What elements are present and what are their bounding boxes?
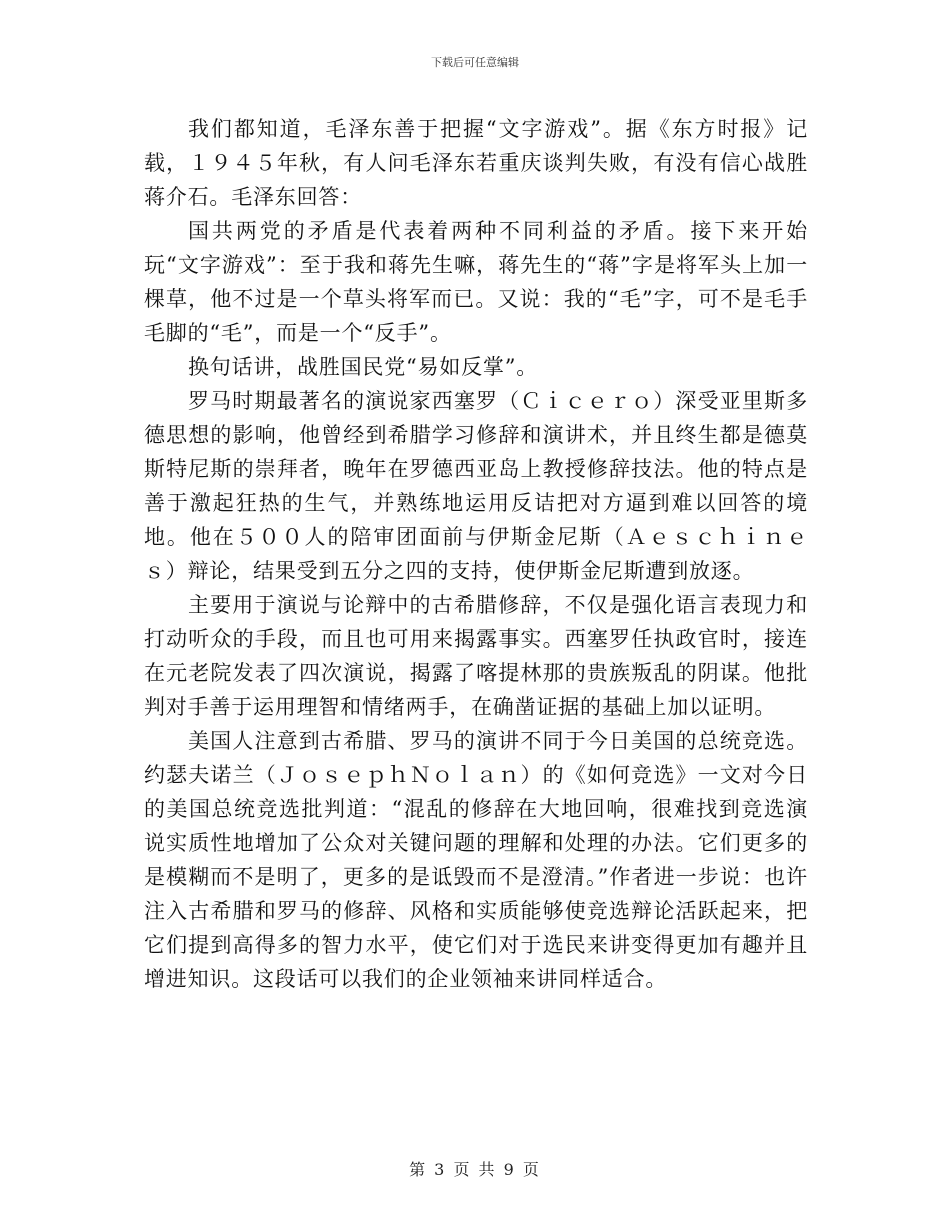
paragraph: 换句话讲，战胜国民党“易如反掌”。	[188, 355, 539, 379]
page-header: 下载后可任意编辑	[431, 56, 519, 69]
paragraph: 国共两党的矛盾是代表着两种不同利益的矛盾。接下来开始玩“文字游戏”：至于我和蒋先生嘛，蒋先生的“蒋”字是将军头上加一棵草，他不过是一个草头将军而已。又说：我的“毛”字，可不是毛手毛脚的“毛”，而是一个“反手”。	[144, 219, 808, 345]
page-number-footer: 第 3 页 共 9 页	[409, 1160, 541, 1179]
paragraph: 我们都知道，毛泽东善于把握“文字游戏”。据《东方时报》记载，１９４５年秋，有人问毛泽东若重庆谈判失败，有没有信心战胜蒋介石。毛泽东回答：	[144, 117, 808, 209]
document-body	[144, 112, 808, 996]
paragraph: 美国人注意到古希腊、罗马的演讲不同于今日美国的总统竞选。约瑟夫诺兰（ＪｏｓｅｐｈＮｏｌａｎ）的《如何竞选》一文对今日的美国总统竞选批判道：“混乱的修辞在大地回响，很难找到竞选演说实质性地增加了公众对关键问题的理解和处理的办法。它们更多的是模糊而不是明了，更多的是诋毁而不是澄清。”作者进一步说：也许注入古希腊和罗马的修辞、风格和实质能够使竞选辩论活跃起来，把它们提到高得多的智力水平，使它们对于选民来讲变得更加有趣并且增进知识。这段话可以我们的企业领袖来讲同样适合。	[144, 729, 808, 991]
paragraph: 罗马时期最著名的演说家西塞罗（Ｃｉｃｅｒｏ）深受亚里斯多德思想的影响，他曾经到希腊学习修辞和演讲术，并且终生都是德莫斯特尼斯的崇拜者，晚年在罗德西亚岛上教授修辞技法。他的特点是善于激起狂热的生气，并熟练地运用反诘把对方逼到难以回答的境地。他在５００人的陪审团面前与伊斯金尼斯（Ａｅｓｃｈｉｎｅｓ）辩论，结果受到五分之四的支持，使伊斯金尼斯遭到放逐。	[144, 389, 808, 583]
paragraph: 主要用于演说与论辩中的古希腊修辞，不仅是强化语言表现力和打动听众的手段，而且也可用来揭露事实。西塞罗任执政官时，接连在元老院发表了四次演说，揭露了喀提林那的贵族叛乱的阴谋。他批判对手善于运用理智和情绪两手，在确凿证据的基础上加以证明。	[144, 593, 808, 719]
